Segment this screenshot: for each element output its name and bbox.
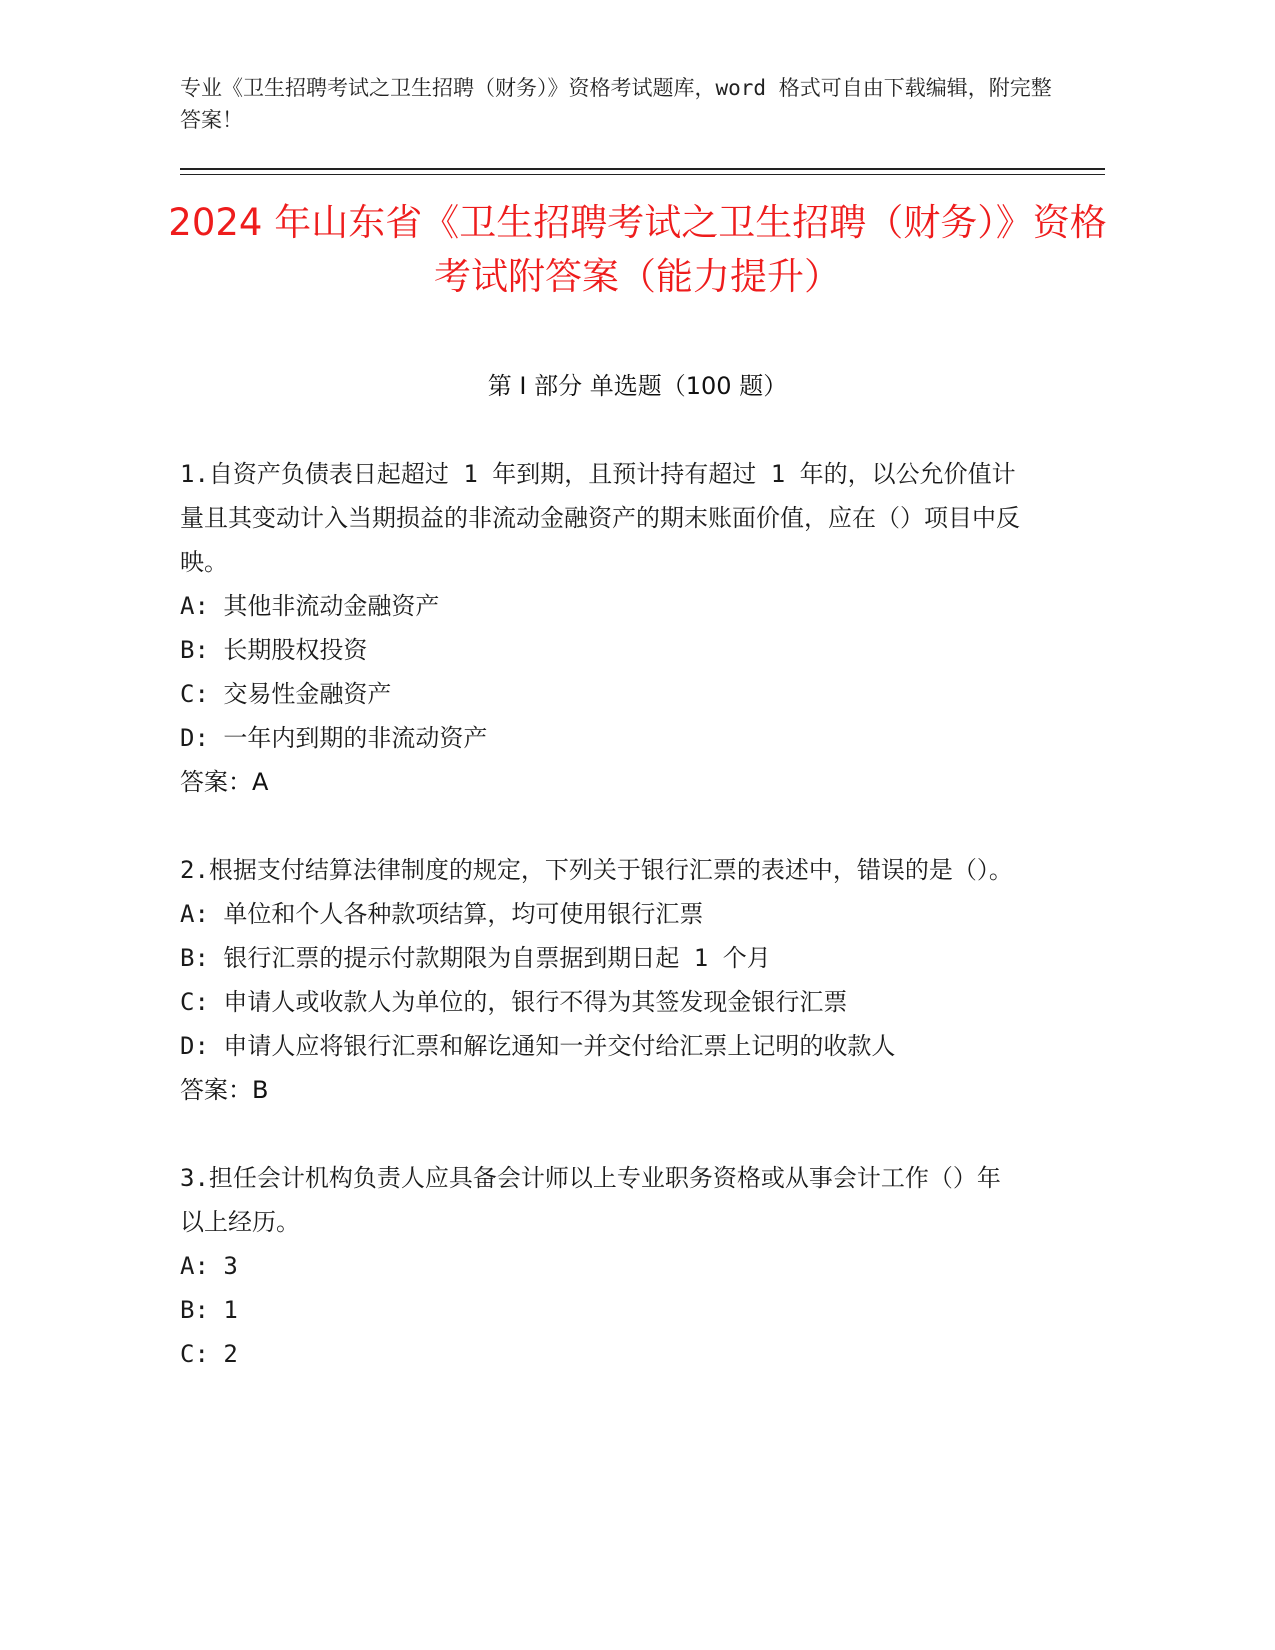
option-d: D: 申请人应将银行汇票和解讫通知一并交付给汇票上记明的收款人 xyxy=(180,1032,896,1060)
option-b: B: 1 xyxy=(180,1296,238,1324)
option-c: C: 2 xyxy=(180,1340,238,1368)
header-rule-thick xyxy=(180,168,1105,170)
question-spacer xyxy=(180,804,1020,848)
option-c: C: 申请人或收款人为单位的，银行不得为其签发现金银行汇票 xyxy=(180,988,848,1016)
header-note: 专业《卫生招聘考试之卫生招聘（财务）》资格考试题库，word 格式可自由下载编辑，附完整答案！ xyxy=(180,76,1052,132)
option-a: A: 单位和个人各种款项结算，均可使用银行汇票 xyxy=(180,900,704,928)
question-list xyxy=(180,452,1020,1376)
question-stem: 3.担任会计机构负责人应具备会计师以上专业职务资格或从事会计工作（）年以上经历。 xyxy=(180,1164,1001,1236)
question-spacer xyxy=(180,1112,1020,1156)
question-3 xyxy=(180,1156,1020,1376)
option-d: D: 一年内到期的非流动资产 xyxy=(180,724,488,752)
question-2 xyxy=(180,848,1020,1112)
question-1 xyxy=(180,452,1020,804)
question-stem: 1.自资产负债表日起超过 1 年到期，且预计持有超过 1 年的，以公允价值计量且其变动计入当期损益的非流动金融资产的期末账面价值，应在（）项目中反映。 xyxy=(180,460,1020,576)
header-rule-thin xyxy=(180,174,1105,175)
option-b: B: 银行汇票的提示付款期限为自票据到期日起 1 个月 xyxy=(180,944,771,972)
option-b: B: 长期股权投资 xyxy=(180,636,368,664)
answer: 答案：A xyxy=(180,768,269,796)
option-a: A: 其他非流动金融资产 xyxy=(180,592,440,620)
option-a: A: 3 xyxy=(180,1252,238,1280)
document-title: 2024 年山东省《卫生招聘考试之卫生招聘（财务）》资格考试附答案（能力提升） xyxy=(168,201,1107,298)
option-c: C: 交易性金融资产 xyxy=(180,680,392,708)
question-stem: 2.根据支付结算法律制度的规定，下列关于银行汇票的表述中，错误的是（）。 xyxy=(180,856,1013,884)
section-title: 第 I 部分 单选题（100 题） xyxy=(487,372,788,400)
answer: 答案：B xyxy=(180,1076,269,1104)
